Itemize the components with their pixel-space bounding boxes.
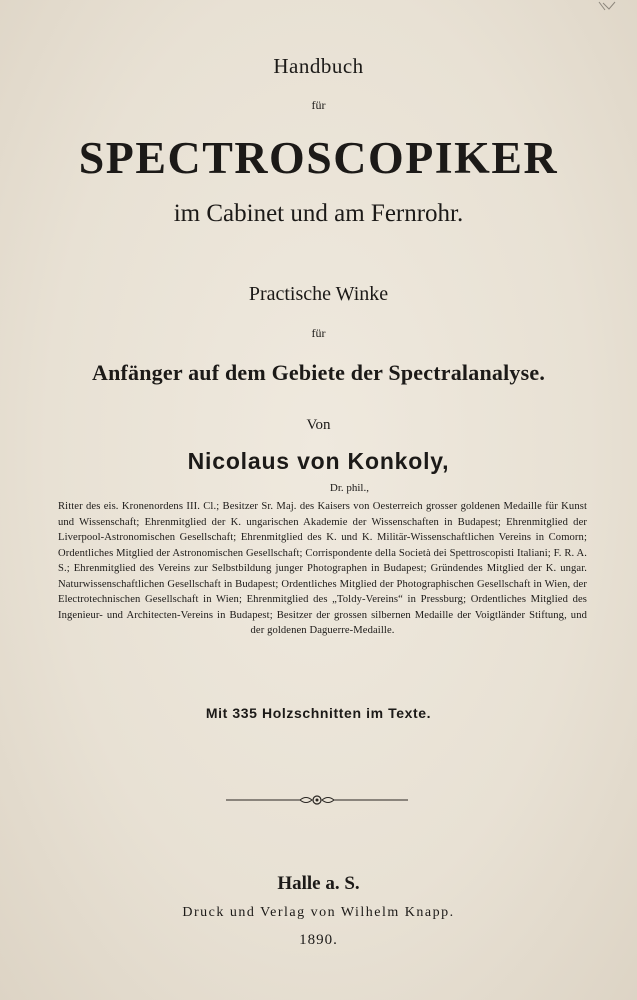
author-degree: Dr. phil., <box>329 482 369 494</box>
audience-line: Anfänger auf dem Gebiete der Spectralanalyse. <box>91 360 546 385</box>
main-title: SPECTROSCOPIKER <box>78 133 559 183</box>
von-line: Von <box>306 417 331 433</box>
ornament-divider <box>226 792 408 808</box>
author-name: Nicolaus von Konkoly, <box>187 448 450 474</box>
pencil-mark <box>597 0 623 14</box>
winke-heading: Practische Winke <box>248 283 389 305</box>
author-titles-paragraph: Ritter des eis. Kronenordens III. Cl.; Besitzer Sr. Maj. des Kaisers von Oesterreich grosser goldenen Medaille für Kunst und Wissenschaft; Ehrenmitglied der K. ungarischen Akademie der Wissenschaften in Budapest; Ehrenmitglied der Liverpool-Astronomischen Gesellschaft; Ehrenmitglied des K. und K. Militär-Wissenschaftlichen Vereins in Comorn; Ordentliches Mitglied der Astronomischen Gesellschaft; Corrispondente della Società dei Spettroscopisti Italiani; F. R. A. S.; Ehrenmitglied des Vereins zur Selbstbildung junger Photographen in Budapest; Gründendes Mitglied der K. ungar. Naturwissenschaftlichen Gesellschaft in Budapest; Ordentliches Mitglied der Photographischen Gesellschaft in Wien, der Electrotechnischen Gesellschaft in Wien; Ehrenmitglied des „Toldy-Vereins“ in Pressburg; Ordentliches Mitglied des Ingenieur- und Architecten-Vereins in Budapest; Besitzer der grossen silbernen Medaille der Voigtländer Stiftung, und der goldenen Daguerre-Medaille. <box>58 501 587 636</box>
publication-year: 1890. <box>299 932 338 948</box>
illustrations-note: Mit 335 Holzschnitten im Texte. <box>205 705 432 721</box>
fuer-connector-2: für <box>311 326 326 340</box>
subtitle: im Cabinet und am Fernrohr. <box>173 200 464 227</box>
handbuch-heading: Handbuch <box>273 54 364 78</box>
publication-place: Halle a. S. <box>277 873 360 894</box>
publisher-line: Druck und Verlag von Wilhelm Knapp. <box>182 905 455 920</box>
fuer-connector-1: für <box>311 98 326 112</box>
